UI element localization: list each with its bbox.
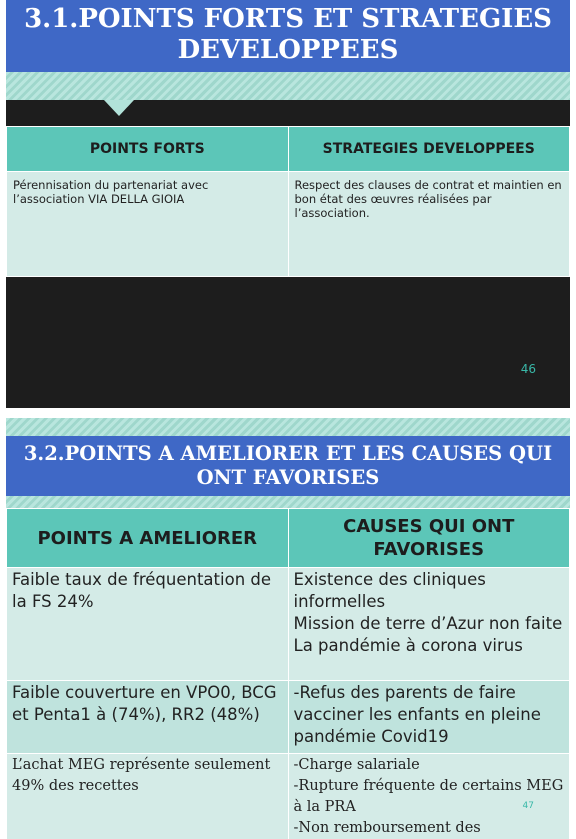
dark-band bbox=[6, 100, 570, 126]
table-cell: Faible taux de fréquentation de la FS 24% bbox=[7, 568, 289, 681]
decorative-stripe bbox=[6, 496, 570, 508]
table-cell bbox=[288, 568, 570, 681]
column-header-points-a-ameliorer: POINTS A AMELIORER bbox=[7, 509, 289, 568]
column-header-points-forts: POINTS FORTS bbox=[7, 127, 289, 172]
cell-line: -Refus des parents de faire vacciner les enfants en pleine pandémie Covid19 bbox=[293, 683, 541, 746]
column-header-strategies: STRATEGIES DEVELOPPEES bbox=[288, 127, 570, 172]
cell-line: -Rupture fréquente de certains MEG à la PRA bbox=[293, 778, 564, 815]
table-row bbox=[7, 568, 570, 681]
cell-line: Existence des cliniques informelles bbox=[293, 570, 486, 611]
page-number: 47 bbox=[522, 801, 534, 811]
slide-47 bbox=[6, 418, 570, 839]
notch-arrow-icon bbox=[104, 100, 134, 116]
page-number: 46 bbox=[520, 362, 536, 376]
table-cell bbox=[288, 754, 570, 839]
slide-title: 3.1.POINTS FORTS ET STRATEGIES DEVELOPPEES bbox=[6, 0, 570, 72]
table-cell: Pérennisation du partenariat avec l’association VIA DELLA GIOIA bbox=[7, 172, 289, 277]
cell-line: Mission de terre d’Azur non faite bbox=[293, 614, 563, 633]
table-cell: Respect des clauses de contrat et maintien en bon état des œuvres réalisées par l’association. bbox=[288, 172, 570, 277]
table-cell: Faible couverture en VPO0, BCG et Penta1 à (74%), RR2 (48%) bbox=[7, 681, 289, 754]
cell-line: -Charge salariale bbox=[293, 757, 420, 773]
cell-line: -Non remboursement des bbox=[293, 820, 481, 836]
table-cell bbox=[288, 681, 570, 754]
decorative-stripe bbox=[6, 418, 570, 436]
strengths-table bbox=[6, 126, 570, 277]
table-row bbox=[7, 681, 570, 754]
column-header-causes: CAUSES QUI ONT FAVORISES bbox=[288, 509, 570, 568]
table-row bbox=[7, 754, 570, 839]
improvements-table bbox=[6, 508, 570, 839]
table-cell: L’achat MEG représente seulement 49% des recettes bbox=[7, 754, 289, 839]
slide-46 bbox=[6, 0, 570, 408]
decorative-stripe bbox=[6, 72, 570, 100]
slide-title: 3.2.POINTS A AMELIORER ET LES CAUSES QUI ONT FAVORISES bbox=[6, 436, 570, 496]
cell-line: La pandémie à corona virus bbox=[293, 636, 523, 655]
table-row bbox=[7, 172, 570, 277]
